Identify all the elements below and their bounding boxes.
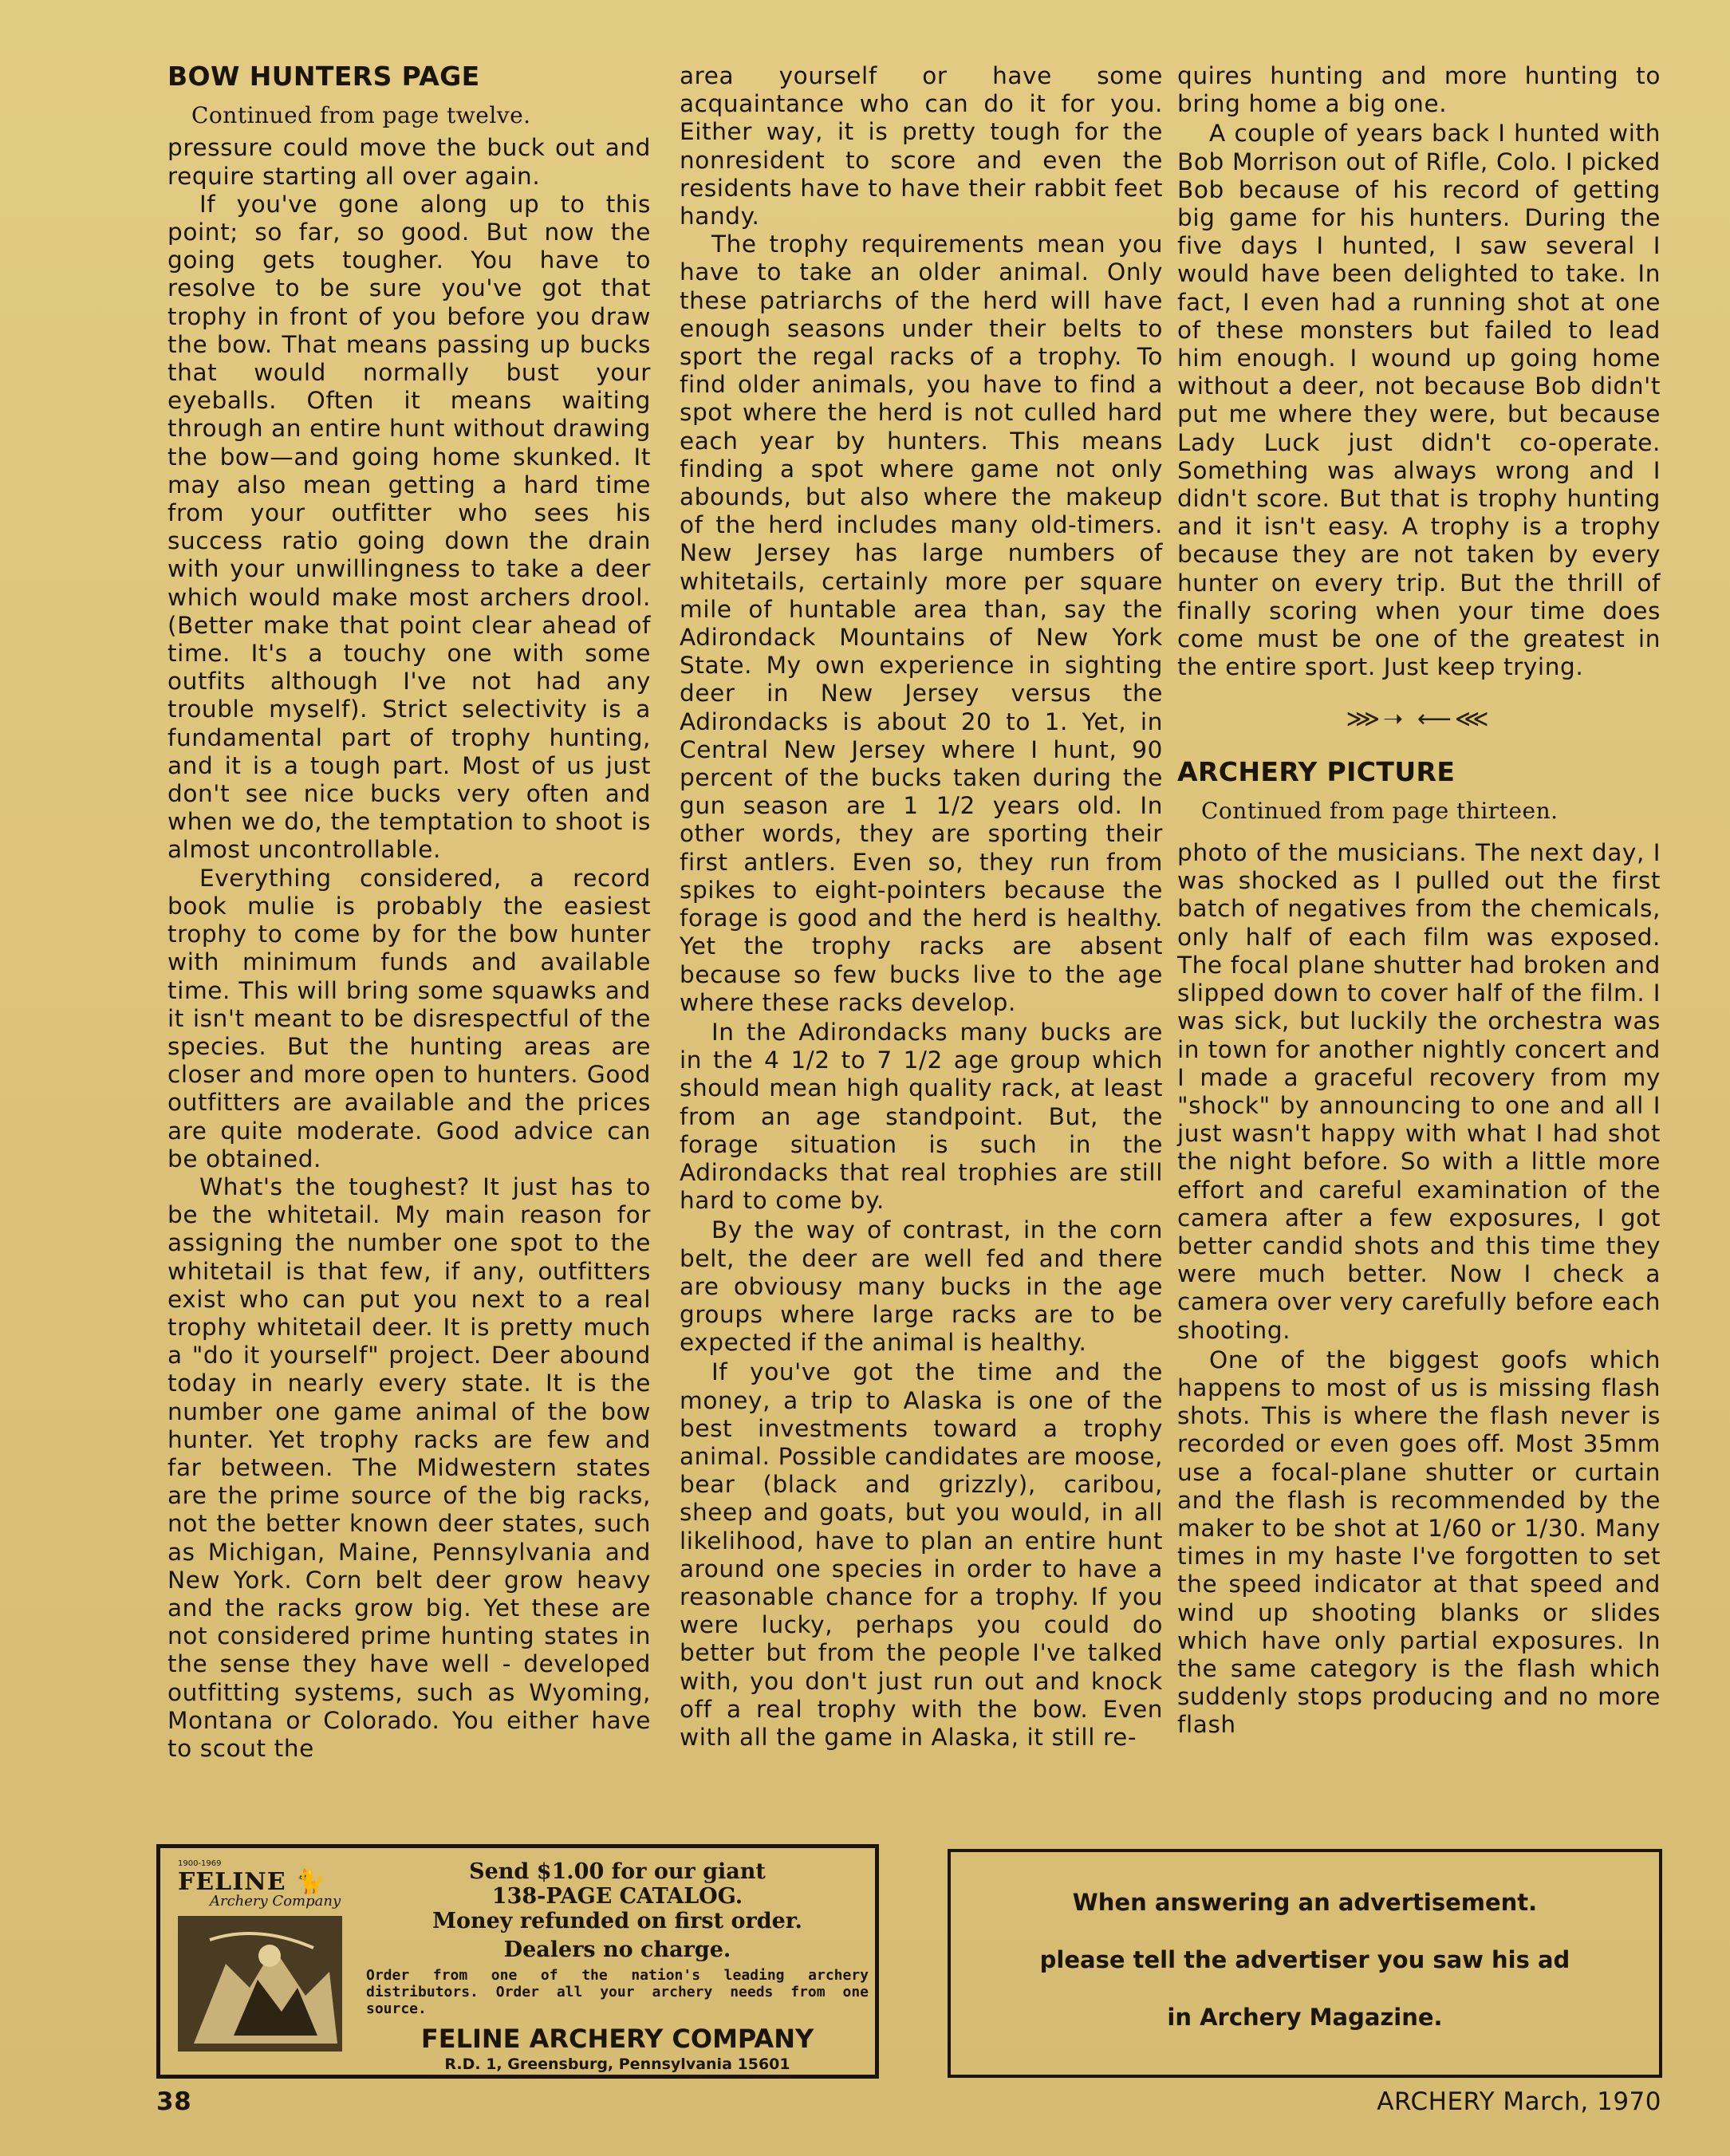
logo-name: FELINE 🐈 xyxy=(178,1868,326,1896)
ad-line: Send $1.00 for our giant xyxy=(469,1859,766,1884)
notice-line: When answering an advertisement. xyxy=(1072,1889,1538,1916)
paragraph: A couple of years back I hunted with Bob Morrison out of Rifle, Colo. I picked Bob because of his record of getting big game for his hunters. During the five days I hunted, I saw several I would have been delighted to take. In fact, I even had a running shot at one of these monsters but failed to lead him enough. I wound up going home without a deer, not because Bob didn't put me where they were, but because Lady Luck just didn't co-operate. Something was always wrong and I didn't score. But that is trophy hunting and it isn't easy. A trophy is a trophy because they are not taken by every hunter on every trip. But the thrill of finally scoring when your time does come must be one of the greatest in the entire sport. Just keep trying. xyxy=(1177,120,1661,681)
advertiser-notice-box xyxy=(948,1849,1662,2078)
paragraph: If you've got the time and the money, a trip to Alaska is one of the best investments toward a trophy animal. Possible candidates are moose, bear (black and grizzly), caribou, sheep and goats, but you would, in all likelihood, have to plan an entire hunt around one species in order to have a reasonable chance for a trophy. If you were lucky, perhaps you could do better but from the people I've talked with, you don't just run out and knock off a real trophy with the bow. Even with all the game in Alaska, it still re- xyxy=(680,1358,1163,1751)
archery-picture-heading: ARCHERY PICTURE xyxy=(1177,755,1456,787)
logo-years: 1900-1969 xyxy=(178,1859,222,1868)
paragraph: In the Adirondacks many bucks are in the 4 1/2 to 7 1/2 age group which should mean high quality rack, at least from an age standpoint. But, the forage situation is such in the Adirondacks that real trophies are still hard to come by. xyxy=(680,1018,1163,1215)
notice-line: please tell the advertiser you saw his ad xyxy=(1039,1946,1570,1973)
ad-company-name: FELINE ARCHERY COMPANY xyxy=(420,2024,814,2054)
ad-line: Dealers no charge. xyxy=(503,1937,731,1962)
paragraph: One of the biggest goofs which happens to most of us is missing flash shots. This is where the flash never is recorded or even goes off. Most 35mm use a focal-plane shutter or curtain and the flash is recommended by the maker to be shot at 1/60 or 1/30. Many times in my haste I've forgotten to set the speed indicator at that speed and wind up shooting blanks or slides which have only partial exposures. In the same category is the flash which suddenly stops producing and no more flash xyxy=(1177,1346,1661,1739)
paragraph: photo of the musicians. The next day, I was shocked as I pulled out the first batch of negatives from the chemicals, only half of each film was exposed. The focal plane shutter had broken and slipped down to cover half of the film. I was sick, but luckily the orchestra was in town for another nightly concert and I made a graceful recovery from my "shock" by announcing to one and all I just wasn't happy with what I had shot the night before. So with a little more effort and careful examination of the camera after a few exposures, I got better candid shots and this time they were much better. Now I check a camera over very carefully before each shooting. xyxy=(1177,839,1661,1344)
column-3 xyxy=(1177,62,1661,1740)
paragraph: Everything considered, a record book mulie is probably the easiest trophy to come by for the bow hunter with minimum funds and available time. This will bring some squawks and it isn't meant to be disrespectful of the species. But the hunting areas are closer and more open to hunters. Good outfitters are available and the prices are quite moderate. Good advice can be obtained. xyxy=(167,864,651,1173)
paragraph: quires hunting and more hunting to bring home a big one. xyxy=(1177,62,1661,118)
ad-line: Money refunded on first order. xyxy=(432,1909,802,1933)
cat-icon: 🐈 xyxy=(295,1868,326,1896)
feline-archery-ad xyxy=(156,1844,879,2079)
column-1 xyxy=(167,62,651,1763)
bow-hunters-heading: BOW HUNTERS PAGE xyxy=(167,61,480,92)
feline-logo xyxy=(178,1859,342,2063)
ad-line: 138-PAGE CATALOG. xyxy=(491,1884,743,1909)
paragraph: pressure could move the buck out and require starting all over again. xyxy=(167,134,651,190)
page-number: 38 xyxy=(156,2087,192,2116)
paragraph: The trophy requirements mean you have to take an older animal. Only these patriarchs of the herd will have enough seasons under their belts to sport the regal racks of a trophy. To find older animals, you have to find a spot where the herd is not culled hard each year by hunters. This means finding a spot where game not only abounds, but also where the makeup of the herd includes many old-timers. New Jersey has large numbers of whitetails, certainly more per square mile of huntable area than, say the Adirondack Mountains of New York State. My own experience in sighting deer in New Jersey versus the Adirondacks is about 20 to 1. Yet, in Central New Jersey where I hunt, 90 percent of the bucks taken during the gun season are 1 1/2 years old. In other words, they are sporting their first antlers. Even so, they run from spikes to eight-pointers because the forage is good and the herd is healthy. Yet the trophy racks are absent because so few bucks live to the age where these racks develop. xyxy=(680,231,1163,1016)
notice-line: in Archery Magazine. xyxy=(1167,2004,1443,2031)
publication-footer: ARCHERY March, 1970 xyxy=(1377,2087,1661,2116)
ad-address: R.D. 1, Greensburg, Pennsylvania 15601 xyxy=(444,2055,790,2073)
continued-note: Continued from page thirteen. xyxy=(1201,797,1559,824)
paragraph: By the way of contrast, in the corn belt, the deer are well fed and there are obviousy many bucks in the age groups where large racks are to be expected if the animal is healthy. xyxy=(680,1216,1163,1357)
ad-copy xyxy=(366,1859,869,2073)
paragraph: area yourself or have some acquaintance who can do it for you. Either way, it is pretty tough for the nonresident to score and even the residents have to have their rabbit feet handy. xyxy=(680,62,1163,231)
archer-illustration-icon xyxy=(178,1916,342,2052)
logo-script: Archery Company xyxy=(210,1893,341,1910)
ad-small-print: Order from one of the nation's leading archery distributors. Order all your archery needs from one source. xyxy=(366,1967,869,2017)
arrow-divider-icon: ⋙➝ ⟵⋘ xyxy=(1346,705,1492,734)
paragraph: If you've gone along up to this point; so far, so good. But now the going gets tougher. You have to resolve to be sure you've got that trophy in front of you before you draw the bow. That means passing up bucks that would normally bust your eyeballs. Often it means waiting through an entire hunt without drawing the bow—and going home skunked. It may also mean getting a hard time from your outfitter who sees his success ratio going down the drain with your unwillingness to take a deer which would make most archers drool. (Better make that point clear ahead of time. It's a touchy one with some outfits although I've not had any trouble myself). Strict selectivity is a fundamental part of trophy hunting, and it is a tough part. Most of us just don't see nice bucks very often and when we do, the temptation to shoot is almost uncontrollable. xyxy=(167,190,651,864)
continued-note: Continued from page twelve. xyxy=(191,102,531,129)
column-2 xyxy=(680,62,1163,1752)
paragraph: What's the toughest? It just has to be the whitetail. My main reason for assigning the number one spot to the whitetail is that few, if any, outfitters exist who can put you next to a real trophy whitetail deer. It is pretty much a "do it yourself" project. Deer abound today in nearly every state. It is the number one game animal of the bow hunter. Yet trophy racks are few and far between. The Midwestern states are the prime source of the big racks, not the better known deer states, such as Michigan, Maine, Pennsylvania and New York. Corn belt deer grow heavy and the racks grow big. Yet these are not considered prime hunting states in the sense they have well - developed outfitting systems, such as Wyoming, Montana or Colorado. You either have to scout the xyxy=(167,1173,651,1762)
